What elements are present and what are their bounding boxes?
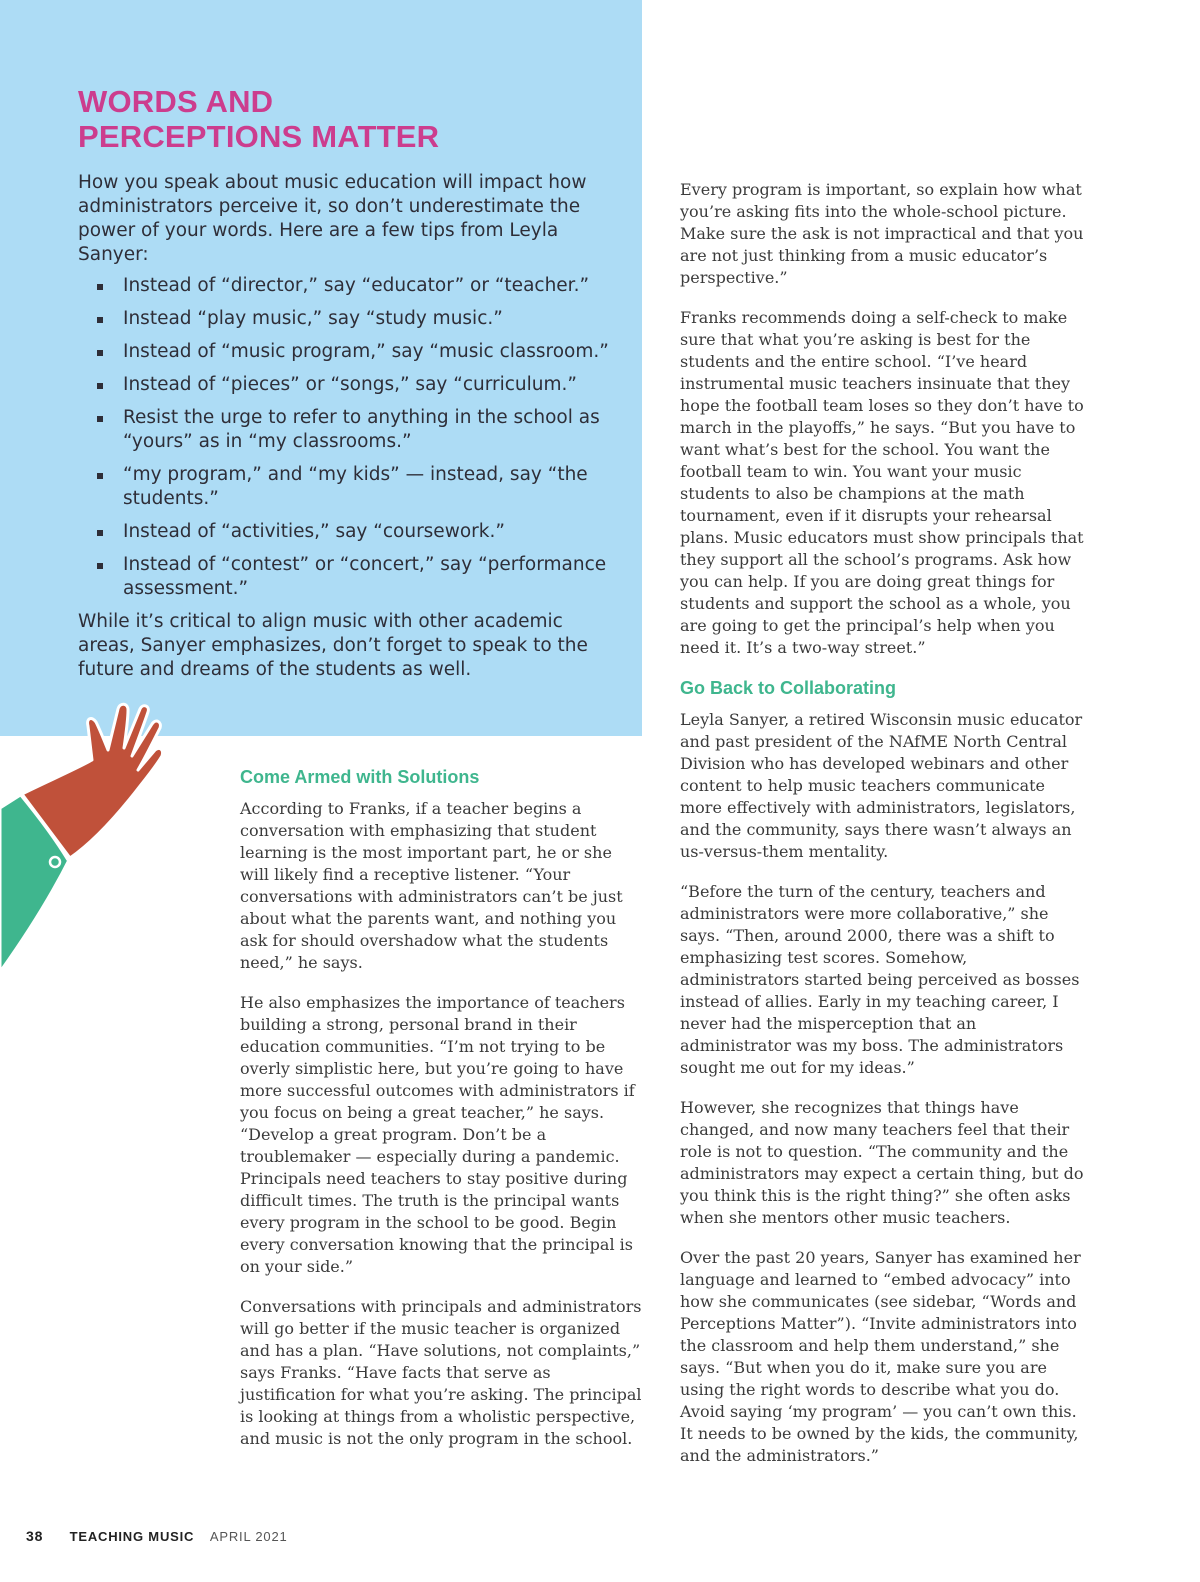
body-paragraph: Over the past 20 years, Sanyer has examined her language and learned to “embed advocacy” into how she communicates (see sidebar, “Words and Perceptions Matter”). “Invite administrators into the classroom and help them understand,” she says. “But when you do it, make sure you are using the right words to describe what you do. Avoid saying ‘my program’ — you can’t own this. It needs to be owned by the kids, the community, and the administrators.”	[680, 1248, 1081, 1465]
subhead-go-back: Go Back to Collaborating	[680, 678, 897, 698]
body-paragraph: However, she recognizes that things have changed, and now many teachers feel that their role is not to question. “The community and the administrators may expect a certain thing, but do you think this is the right thing?” she often asks when she mentors other music teachers.	[680, 1098, 1084, 1227]
tip-item: Instead of “activities,” say “coursework.”	[123, 520, 623, 544]
sidebar-title-line-1: WORDS AND	[78, 84, 274, 119]
article-column-right	[680, 179, 1085, 1485]
subhead-come-armed: Come Armed with Solutions	[240, 767, 480, 787]
tip-item: Instead of “director,” say “educator” or “teacher.”	[123, 274, 623, 298]
tip-item: Instead “play music,” say “study music.”	[123, 307, 623, 331]
tip-item: Instead of “music program,” say “music classroom.”	[123, 340, 623, 364]
body-paragraph: Leyla Sanyer, a retired Wisconsin music educator and past president of the NAfME North Central Division who has developed webinars and other content to help music teachers communicate more effectively with administrators, legislators, and the community, says there wasn’t always an us-versus-them mentality.	[680, 710, 1083, 861]
sidebar-box	[0, 0, 642, 736]
tip-item: Instead of “pieces” or “songs,” say “curriculum.”	[123, 373, 623, 397]
tip-item: Instead of “contest” or “concert,” say “performance assessment.”	[123, 553, 623, 601]
page-footer	[26, 1526, 288, 1547]
body-paragraph: Conversations with principals and administrators will go better if the music teacher is organized and has a plan. “Have solutions, not complaints,” says Franks. “Have facts that serve as justification for what you’re asking. The principal is looking at things from a wholistic perspective, and music is not the only program in the school.	[240, 1297, 642, 1448]
sidebar-closing: While it’s critical to align music with other academic areas, Sanyer emphasizes, don’t forget to speak to the future and dreams of the students as well.	[78, 611, 588, 680]
body-paragraph: According to Franks, if a teacher begins a conversation with emphasizing that student learning is the most important part, he or she will likely find a receptive listener. “Your conversations with administrators can’t be just about what the parents want, and nothing you ask for should overshadow what the students need,” he says.	[240, 799, 623, 972]
raised-hand-illustration	[0, 690, 180, 980]
tip-item: Resist the urge to refer to anything in the school as “yours” as in “my classrooms.”	[123, 406, 623, 454]
issue-date: APRIL 2021	[209, 1529, 288, 1544]
body-paragraph: “Before the turn of the century, teachers and administrators were more collaborative,” she says. “Then, around 2000, there was a shift to emphasizing test scores. Somehow, administrators started being perceived as bosses instead of allies. Early in my teaching career, I never had the misperception that an administrator was my boss. The administrators sought me out for my ideas.”	[680, 882, 1080, 1077]
page-number: 38	[26, 1528, 44, 1544]
sidebar-title-line-2: PERCEPTIONS MATTER	[78, 119, 440, 154]
cuff-button	[50, 857, 60, 867]
publication-name: TEACHING MUSIC	[69, 1529, 195, 1544]
article-column-left	[240, 766, 642, 1468]
tip-item: “my program,” and “my kids” — instead, say “the students.”	[123, 463, 623, 511]
sidebar-intro: How you speak about music education will impact how administrators perceive it, so don’t underestimate the power of your words. Here are a few tips from Leyla Sanyer:	[78, 172, 587, 265]
sidebar-title	[78, 84, 439, 154]
tips-list	[78, 274, 623, 601]
body-paragraph: Every program is important, so explain how what you’re asking fits into the whole-school picture. Make sure the ask is not impractical and that you are not just thinking from a music educator’s perspective.”	[680, 180, 1084, 287]
sidebar-body	[78, 171, 623, 682]
body-paragraph: He also emphasizes the importance of teachers building a strong, personal brand in their education communities. “I’m not trying to be overly simplistic here, but you’re going to have more successful outcomes with administrators if you focus on being a great teacher,” he says. “Develop a great program. Don’t be a troublemaker — especially during a pandemic. Principals need teachers to stay positive during difficult times. The truth is the principal wants every program in the school to be good. Begin every conversation knowing that the principal is on your side.”	[240, 993, 635, 1276]
body-paragraph: Franks recommends doing a self-check to make sure that what you’re asking is best for the students and the entire school. “I’ve heard instrumental music teachers insinuate that they hope the football team loses so they don’t have to march in the playoffs,” he says. “But you have to want what’s best for the school. You want the football team to win. You want your music students to also be champions at the math tournament, even if it disrupts your rehearsal plans. Music educators must show principals that they support all the school’s programs. Ask how you can help. If you are doing great things for students and support the school as a whole, you are going to get the principal’s help when you need it. It’s a two-way street.”	[680, 308, 1084, 657]
